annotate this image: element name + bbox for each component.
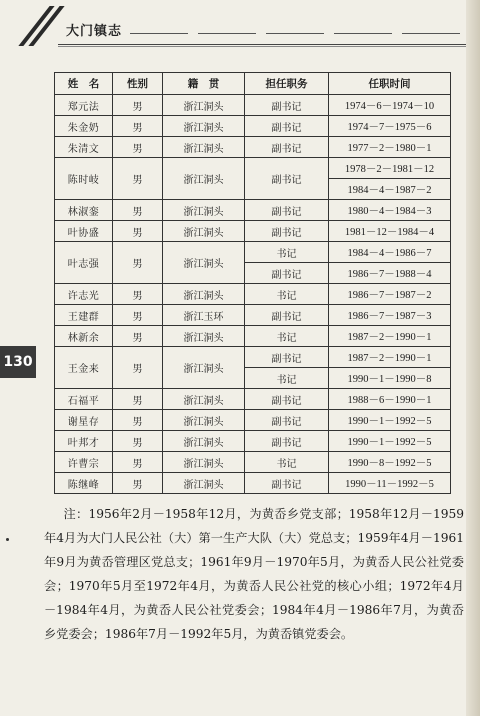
header-rule: [58, 46, 466, 47]
gender-cell: 男: [113, 221, 163, 242]
term-cell: 1978－2－1981－12: [329, 158, 451, 179]
table-row: [55, 431, 451, 452]
origin-cell: 浙江洞头: [163, 452, 245, 473]
gender-cell: 男: [113, 410, 163, 431]
header-title: 大门镇志: [66, 24, 123, 39]
origin-cell: 浙江洞头: [163, 473, 245, 494]
page-header: [0, 0, 480, 52]
gender-cell: 男: [113, 305, 163, 326]
origin-cell: 浙江洞头: [163, 242, 245, 284]
position-cell: 书记: [245, 284, 329, 305]
name-cell: 陈继峰: [55, 473, 113, 494]
gender-cell: 男: [113, 242, 163, 284]
table-row: [55, 347, 451, 368]
gender-cell: 男: [113, 431, 163, 452]
origin-cell: 浙江洞头: [163, 158, 245, 200]
position-cell: 副书记: [245, 116, 329, 137]
name-cell: 陈时岐: [55, 158, 113, 200]
name-cell: 谢星存: [55, 410, 113, 431]
column-header: 姓 名: [55, 73, 113, 95]
name-cell: 王金来: [55, 347, 113, 389]
origin-cell: 浙江洞头: [163, 389, 245, 410]
term-cell: 1974－7－1975－6: [329, 116, 451, 137]
gender-cell: 男: [113, 137, 163, 158]
gender-cell: 男: [113, 200, 163, 221]
term-cell: 1987－2－1990－1: [329, 347, 451, 368]
term-cell: 1984－4－1987－2: [329, 179, 451, 200]
gender-cell: 男: [113, 326, 163, 347]
position-cell: 副书记: [245, 431, 329, 452]
gender-cell: 男: [113, 158, 163, 200]
origin-cell: 浙江玉环: [163, 305, 245, 326]
table-row: [55, 116, 451, 137]
footnote: 注：1956年2月－1958年12月，为黄岙乡党支部；1958年12月－1959年4月为大门人民公社（大）第一生产大队（大）党总支；1959年4月－1961年9月为黄岙管理区党总支；1961年9月－1970年5月，为黄岙人民公社党委会；1970年5月至1972年4月，为黄岙人民公社党的核心小组；1972年4月－1984年4月，为黄岙人民公社党委会；1984年4月－1986年7月，为黄岙乡党委会；1986年7月－1992年5月，为黄岙镇党委会。: [44, 507, 464, 641]
officials-table: [54, 72, 451, 494]
term-cell: 1990－11－1992－5: [329, 473, 451, 494]
name-cell: 许曹宗: [55, 452, 113, 473]
term-cell: 1986－7－1987－3: [329, 305, 451, 326]
gender-cell: 男: [113, 473, 163, 494]
column-header: 任职时间: [329, 73, 451, 95]
table-row: [55, 242, 451, 263]
header-rule: [58, 44, 466, 45]
name-cell: 林淑銮: [55, 200, 113, 221]
term-cell: 1988－6－1990－1: [329, 389, 451, 410]
name-cell: 朱清文: [55, 137, 113, 158]
position-cell: 副书记: [245, 137, 329, 158]
position-cell: 副书记: [245, 263, 329, 284]
position-cell: 副书记: [245, 95, 329, 116]
term-cell: 1990－1－1992－5: [329, 431, 451, 452]
position-cell: 书记: [245, 326, 329, 347]
table-row: [55, 200, 451, 221]
column-header: 担任职务: [245, 73, 329, 95]
name-cell: 许志光: [55, 284, 113, 305]
origin-cell: 浙江洞头: [163, 95, 245, 116]
name-cell: 石福平: [55, 389, 113, 410]
position-cell: 副书记: [245, 473, 329, 494]
header-dash: [266, 33, 324, 34]
gender-cell: 男: [113, 284, 163, 305]
position-cell: 书记: [245, 452, 329, 473]
origin-cell: 浙江洞头: [163, 137, 245, 158]
table-row: [55, 326, 451, 347]
position-cell: 副书记: [245, 410, 329, 431]
table-row: [55, 95, 451, 116]
origin-cell: 浙江洞头: [163, 347, 245, 389]
term-cell: 1984－4－1986－7: [329, 242, 451, 263]
position-cell: 副书记: [245, 200, 329, 221]
table-row: [55, 473, 451, 494]
header-dash: [198, 33, 256, 34]
origin-cell: 浙江洞头: [163, 431, 245, 452]
header-dash: [402, 33, 460, 34]
term-cell: 1974－6－1974－10: [329, 95, 451, 116]
gender-cell: 男: [113, 389, 163, 410]
name-cell: 郑元法: [55, 95, 113, 116]
header-dash: [130, 33, 188, 34]
position-cell: 副书记: [245, 158, 329, 200]
gender-cell: 男: [113, 452, 163, 473]
position-cell: 副书记: [245, 389, 329, 410]
term-cell: 1990－1－1992－5: [329, 410, 451, 431]
term-cell: 1977－2－1980－1: [329, 137, 451, 158]
gender-cell: 男: [113, 347, 163, 389]
term-cell: 1990－1－1990－8: [329, 368, 451, 389]
origin-cell: 浙江洞头: [163, 284, 245, 305]
origin-cell: 浙江洞头: [163, 116, 245, 137]
term-cell: 1980－4－1984－3: [329, 200, 451, 221]
position-cell: 副书记: [245, 347, 329, 368]
table-row: [55, 158, 451, 179]
table-row: [55, 410, 451, 431]
gender-cell: 男: [113, 116, 163, 137]
table-row: [55, 389, 451, 410]
table-row: [55, 305, 451, 326]
table-header-row: [55, 73, 451, 95]
term-cell: 1986－7－1988－4: [329, 263, 451, 284]
name-cell: 林新余: [55, 326, 113, 347]
term-cell: 1986－7－1987－2: [329, 284, 451, 305]
table-body: [55, 95, 451, 494]
name-cell: 叶邦才: [55, 431, 113, 452]
term-cell: 1990－8－1992－5: [329, 452, 451, 473]
origin-cell: 浙江洞头: [163, 200, 245, 221]
term-cell: 1987－2－1990－1: [329, 326, 451, 347]
origin-cell: 浙江洞头: [163, 221, 245, 242]
name-cell: 叶志强: [55, 242, 113, 284]
margin-dot: [6, 538, 9, 541]
table-row: [55, 284, 451, 305]
table-row: [55, 452, 451, 473]
name-cell: 叶协盛: [55, 221, 113, 242]
position-cell: 副书记: [245, 305, 329, 326]
table-row: [55, 221, 451, 242]
origin-cell: 浙江洞头: [163, 326, 245, 347]
column-header: 性别: [113, 73, 163, 95]
page-edge-shadow: [466, 0, 480, 716]
origin-cell: 浙江洞头: [163, 410, 245, 431]
name-cell: 朱金奶: [55, 116, 113, 137]
position-cell: 书记: [245, 242, 329, 263]
gender-cell: 男: [113, 95, 163, 116]
name-cell: 王建群: [55, 305, 113, 326]
page-number: 130: [0, 346, 36, 378]
term-cell: 1981－12－1984－4: [329, 221, 451, 242]
position-cell: 书记: [245, 368, 329, 389]
position-cell: 副书记: [245, 221, 329, 242]
table-row: [55, 137, 451, 158]
header-dash: [334, 33, 392, 34]
column-header: 籍 贯: [163, 73, 245, 95]
